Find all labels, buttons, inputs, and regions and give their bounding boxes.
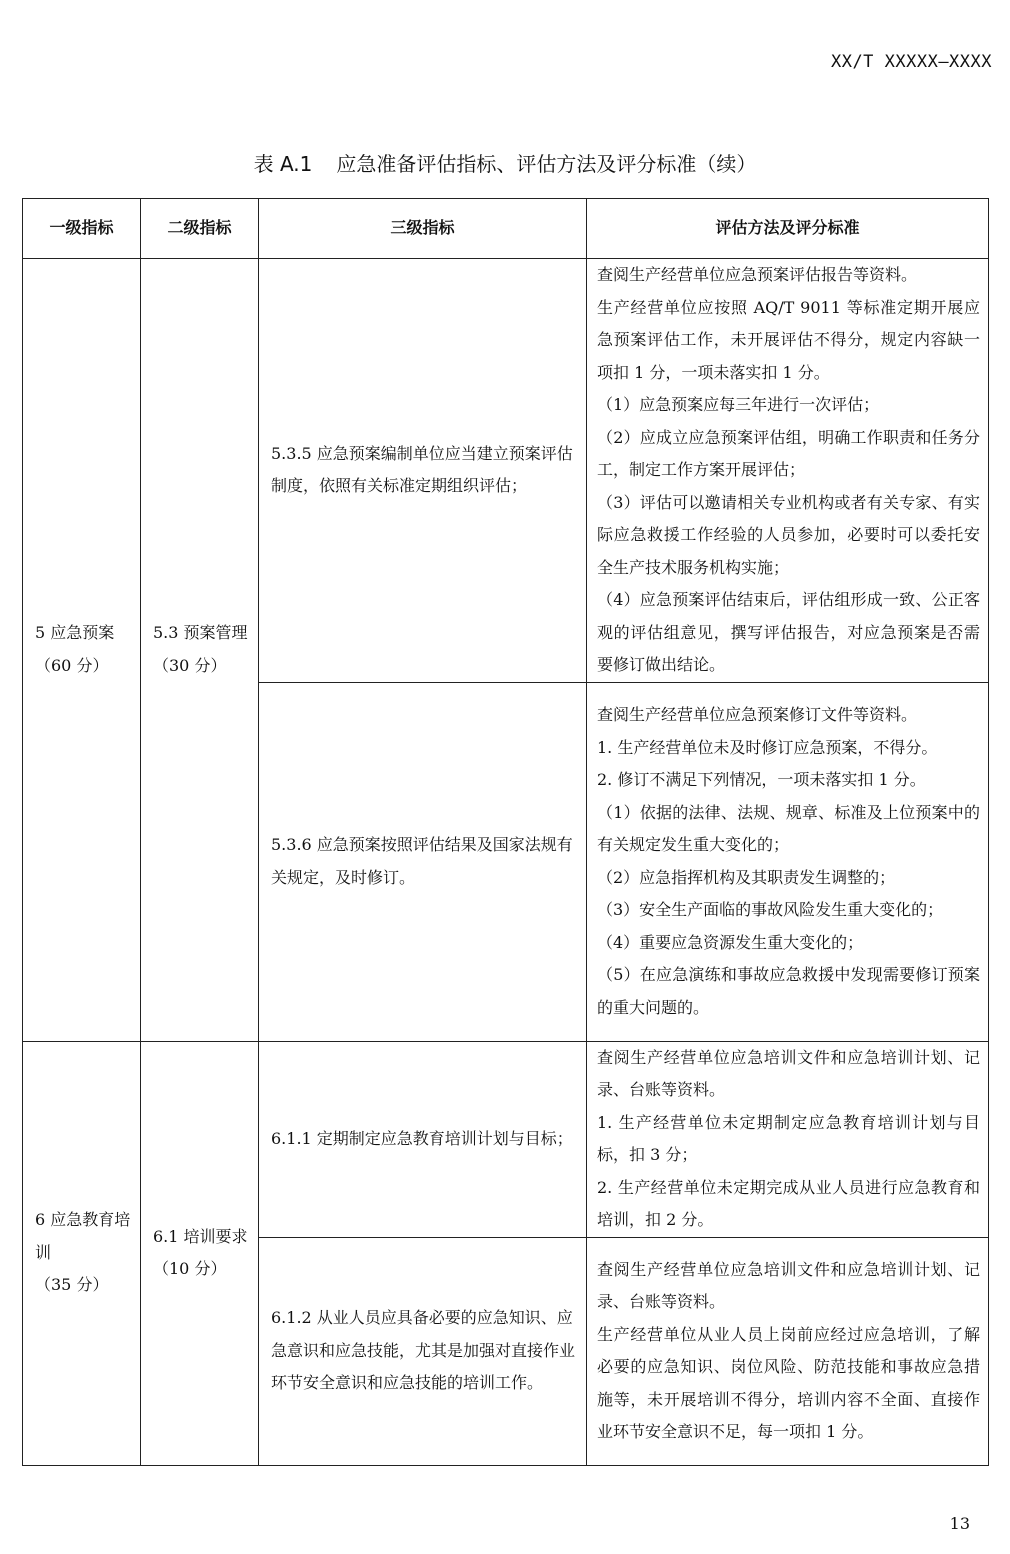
- method-line: 查阅生产经营单位应急预案评估报告等资料。: [597, 265, 918, 284]
- method-cell: [587, 1237, 989, 1465]
- method-line: （1）应急预案应每三年进行一次评估；: [597, 395, 880, 414]
- header-method: 评估方法及评分标准: [587, 199, 989, 259]
- level3-cell: [259, 1041, 587, 1237]
- level2-score: （10 分）: [153, 1259, 227, 1278]
- header-level1: 一级指标: [23, 199, 141, 259]
- level1-score: （60 分）: [35, 655, 109, 675]
- level2-cell: [141, 1041, 259, 1465]
- header-level3: 三级指标: [259, 199, 587, 259]
- level2-score: （30 分）: [153, 655, 227, 675]
- method-line: 生产经营单位从业人员上岗前应经过应急培训，了解必要的应急知识、岗位风险、防范技能和事故应急措施等，未开展培训不得分，培训内容不全面、直接作业环节安全意识不足，每一项扣 1 分。: [597, 1324, 980, 1441]
- table-number: 表 A.1: [253, 152, 313, 176]
- method-line: 2. 修订不满足下列情况，一项未落实扣 1 分。: [597, 770, 926, 789]
- document-code: XX/T XXXXX—XXXX: [830, 52, 992, 72]
- level1-name: 6 应急教育培训: [35, 1210, 131, 1262]
- method-cell: [587, 1041, 989, 1237]
- method-line: （5）在应急演练和事故应急救援中发现需要修订预案的重大问题的。: [597, 965, 980, 1017]
- method-line: 生产经营单位应按照 AQ/T 9011 等标准定期开展应急预案评估工作，未开展评估不得分，规定内容缺一项扣 1 分，一项未落实扣 1 分。: [597, 297, 980, 382]
- level1-score: （35 分）: [35, 1275, 109, 1295]
- level3-cell: [259, 259, 587, 683]
- method-line: 2. 生产经营单位未定期完成从业人员进行应急教育和培训，扣 2 分。: [597, 1177, 980, 1229]
- method-line: 查阅生产经营单位应急培训文件和应急培训计划、记录、台账等资料。: [597, 1259, 980, 1311]
- method-line: （4）重要应急资源发生重大变化的；: [597, 932, 864, 952]
- level3-text: 5.3.5 应急预案编制单位应当建立预案评估制度，依照有关标准定期组织评估；: [271, 443, 573, 496]
- method-cell: [587, 682, 989, 1041]
- level2-name: 6.1 培训要求: [153, 1226, 248, 1246]
- level1-name: 5 应急预案: [35, 623, 115, 643]
- method-line: （2）应急指挥机构及其职责发生调整的；: [597, 867, 896, 887]
- method-line: 查阅生产经营单位应急培训文件和应急培训计划、记录、台账等资料。: [597, 1047, 980, 1099]
- method-line: （1）依据的法律、法规、规章、标准及上位预案中的有关规定发生重大变化的；: [597, 802, 980, 854]
- level1-cell: [23, 1041, 141, 1465]
- table-caption: 应急准备评估指标、评估方法及评分标准（续）: [336, 152, 757, 176]
- assessment-table: [22, 198, 989, 1466]
- method-line: 1. 生产经营单位未定期制定应急教育培训计划与目标，扣 3 分；: [597, 1112, 980, 1164]
- method-line: 1. 生产经营单位未及时修订应急预案，不得分。: [597, 737, 938, 757]
- method-line: （2）应成立应急预案评估组，明确工作职责和任务分工，制定工作方案开展评估；: [597, 427, 980, 479]
- level2-name: 5.3 预案管理: [153, 623, 248, 643]
- table-row: [23, 259, 989, 683]
- header-level2: 二级指标: [141, 199, 259, 259]
- level3-cell: [259, 1237, 587, 1465]
- level2-cell: [141, 259, 259, 1042]
- level1-cell: [23, 259, 141, 1042]
- method-line: （4）应急预案评估结束后，评估组形成一致、公正客观的评估组意见，撰写评估报告，对应急预案是否需要修订做出结论。: [597, 590, 980, 674]
- level3-cell: [259, 682, 587, 1041]
- method-cell: [587, 259, 989, 683]
- level3-text: 6.1.2 从业人员应具备必要的应急知识、应急意识和应急技能，尤其是加强对直接作业环节安全意识和应急技能的培训工作。: [271, 1308, 576, 1393]
- method-line: （3）评估可以邀请相关专业机构或者有关专家、有实际应急救援工作经验的人员参加，必要时可以委托安全生产技术服务机构实施；: [597, 492, 980, 577]
- table-title: [0, 148, 1010, 177]
- page-number: 13: [949, 1514, 970, 1533]
- level3-text: 6.1.1 定期制定应急教育培训计划与目标；: [271, 1128, 573, 1148]
- table-row: [23, 1041, 989, 1237]
- method-line: 查阅生产经营单位应急预案修订文件等资料。: [597, 705, 918, 724]
- level3-text: 5.3.6 应急预案按照评估结果及国家法规有关规定，及时修订。: [271, 835, 573, 887]
- table-header-row: [23, 199, 989, 259]
- method-line: （3）安全生产面临的事故风险发生重大变化的；: [597, 900, 944, 919]
